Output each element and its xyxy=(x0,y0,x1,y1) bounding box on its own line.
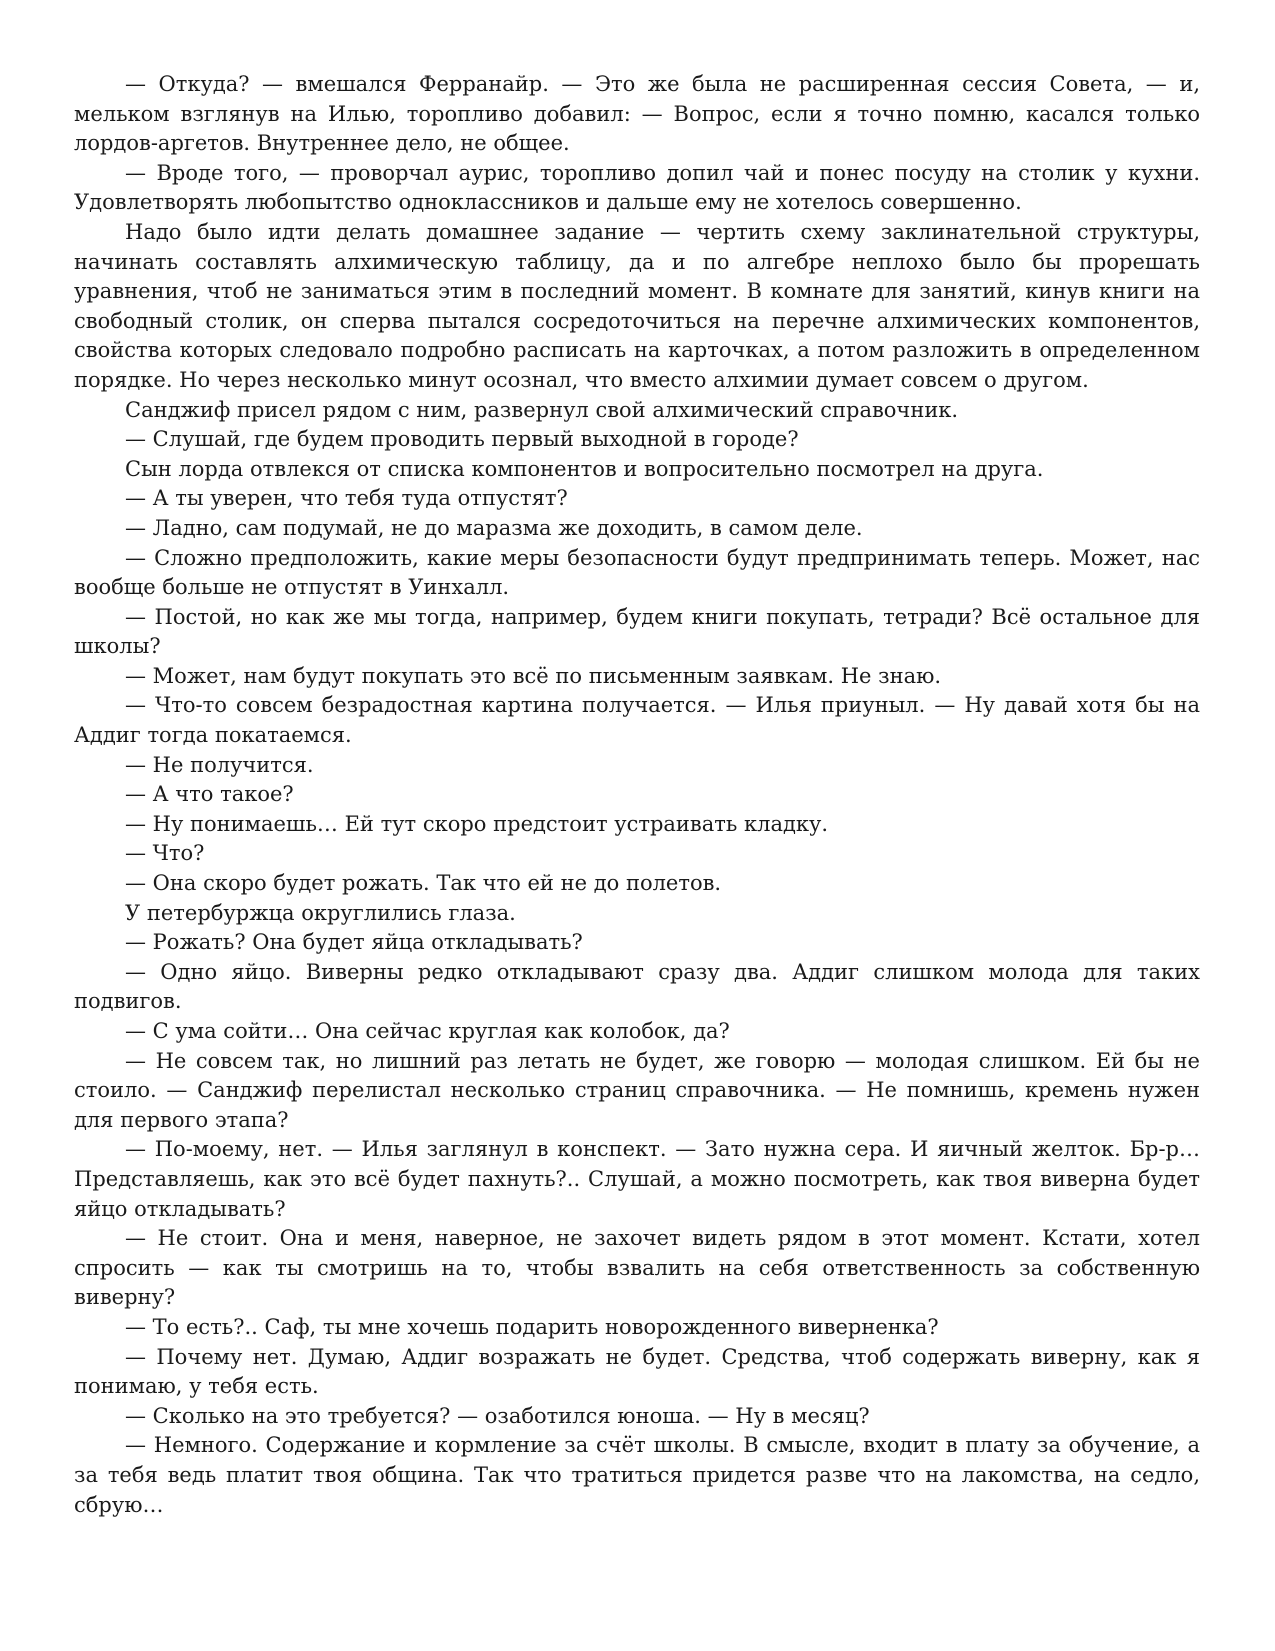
paragraph: — Что? xyxy=(125,841,205,866)
paragraph: — Немного. Содержание и кормление за счёт школы. В смысле, входит в плату за обучение, а за тебя ведь платит твоя община. Так что тратиться придется разве что на лакомства, на седло, сбрую… xyxy=(74,1433,1200,1517)
paragraph: — А что такое? xyxy=(125,782,294,807)
paragraph: — Сложно предположить, какие меры безопасности будут предпринимать теперь. Может, нас вообще больше не отпустят в Уинхалл. xyxy=(74,545,1200,600)
paragraph: — Она скоро будет рожать. Так что ей не до полетов. xyxy=(125,871,722,896)
paragraph: — Может, нам будут покупать это всё по письменным заявкам. Не знаю. xyxy=(125,663,942,688)
paragraph: Санджиф присел рядом с ним, развернул свой алхимический справочник. xyxy=(125,397,959,422)
book-page xyxy=(74,70,1200,1520)
paragraph: — Одно яйцо. Виверны редко откладывают сразу два. Аддиг слишком молода для таких подвигов. xyxy=(74,959,1200,1014)
paragraph: — Не стоит. Она и меня, наверное, не захочет видеть рядом в этот момент. Кстати, хотел спросить — как ты смотришь на то, чтобы взвалить на себя ответственность за собственную виверну? xyxy=(74,1226,1200,1310)
paragraph: — Рожать? Она будет яйца откладывать? xyxy=(125,930,583,955)
paragraph: — Не получится. xyxy=(125,752,314,777)
paragraph: — Не совсем так, но лишний раз летать не будет, же говорю — молодая слишком. Ей бы не стоило. — Санджиф перелистал несколько страниц справочника. — Не помнишь, кремень нужен для первого этапа? xyxy=(74,1048,1200,1132)
paragraph: — С ума сойти… Она сейчас круглая как колобок, да? xyxy=(125,1019,730,1043)
paragraph: — А ты уверен, что тебя туда отпустят? xyxy=(125,486,568,511)
paragraph: — То есть?.. Саф, ты мне хочешь подарить новорожденного виверненка? xyxy=(125,1314,939,1339)
paragraph: — Ну понимаешь… Ей тут скоро предстоит устраивать кладку. xyxy=(125,811,829,836)
paragraph: — Постой, но как же мы тогда, например, будем книги покупать, тетради? Всё остальное для школы? xyxy=(74,604,1200,659)
paragraph: — Что-то совсем безрадостная картина получается. — Илья приуныл. — Ну давай хотя бы на Аддиг тогда покатаемся. xyxy=(74,693,1200,748)
paragraph: — Ладно, сам подумай, не до маразма же доходить, в самом деле. xyxy=(125,515,863,540)
paragraph: — Сколько на это требуется? — озаботился юноша. — Ну в месяц? xyxy=(125,1403,870,1428)
paragraph: — Откуда? — вмешался Ферранайр. — Это же была не расширенная сессия Совета, — и, мельком взглянув на Илью, торопливо добавил: — Вопрос, если я точно помню, касался только лордов-аргетов. Внутреннее дело, не общее. xyxy=(74,72,1200,156)
paragraph: У петербуржца округлились глаза. xyxy=(125,900,516,925)
paragraph: Сын лорда отвлекся от списка компонентов и вопросительно посмотрел на друга. xyxy=(125,456,1044,481)
paragraph: — Вроде того, — проворчал аурис, торопливо допил чай и понес посуду на столик у кухни. Удовлетворять любопытство одноклассников и дальше ему не хотелось совершенно. xyxy=(74,160,1200,215)
paragraph: Надо было идти делать домашнее задание — чертить схему заклинательной структуры, начинать составлять алхимическую таблицу, да и по алгебре неплохо было бы прорешать уравнения, чтоб не заниматься этим в последний момент. В комнате для занятий, кинув книги на свободный столик, он сперва пытался сосредоточиться на перечне алхимических компонентов, свойства которых следовало подробно расписать на карточках, а потом разложить в определенном порядке. Но через несколько минут осознал, что вместо алхимии думает совсем о другом. xyxy=(74,219,1200,392)
paragraph: — По-моему, нет. — Илья заглянул в конспект. — Зато нужна сера. И яичный желток. Бр-р… Представляешь, как это всё будет пахнуть?.. Слушай, а можно посмотреть, как твоя виверна будет яйцо откладывать? xyxy=(74,1137,1200,1221)
paragraph: — Почему нет. Думаю, Аддиг возражать не будет. Средства, чтоб содержать виверну, как я понимаю, у тебя есть. xyxy=(74,1344,1200,1399)
paragraph: — Слушай, где будем проводить первый выходной в городе? xyxy=(125,427,799,452)
